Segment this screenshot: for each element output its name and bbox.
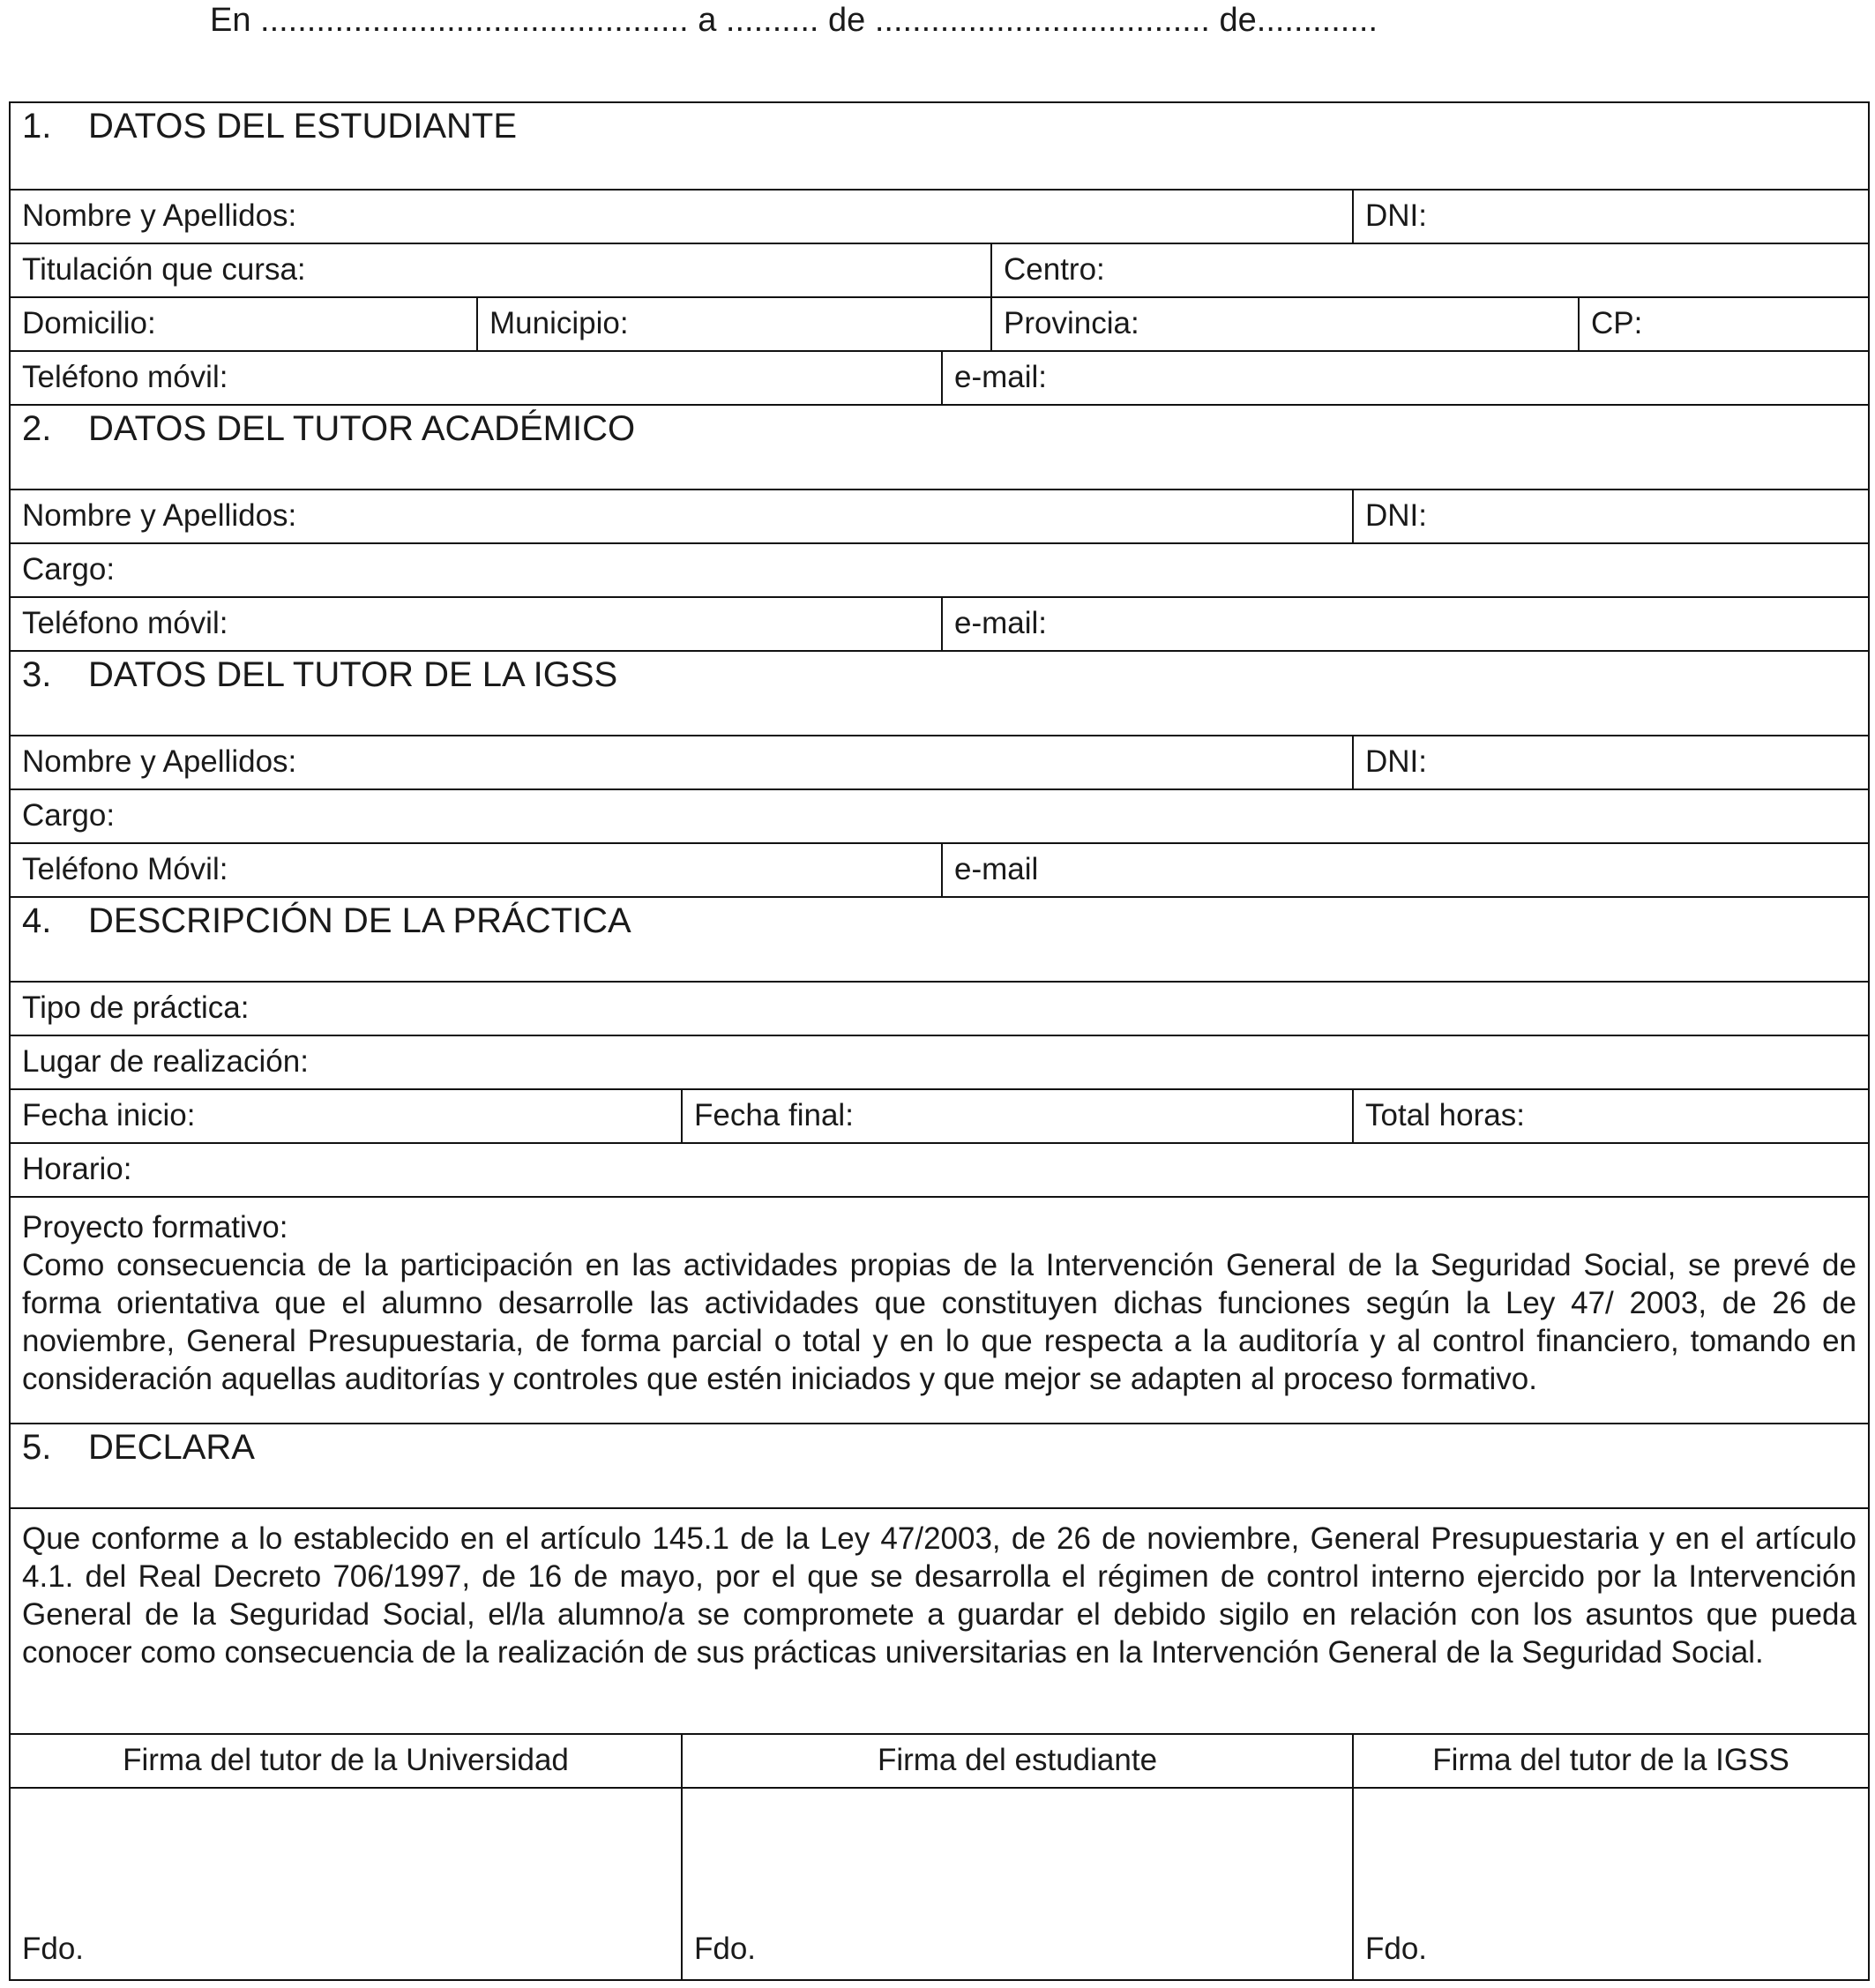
university-tutor-signature-label: Firma del tutor de la Universidad [123, 1743, 569, 1777]
section-title: DECLARA [88, 1428, 255, 1467]
igss-tutor-position-row [11, 788, 1868, 842]
section-5-header [11, 1423, 1868, 1507]
section-4-header [11, 896, 1868, 981]
signature-fdo-label: Fdo. [22, 1932, 85, 1966]
student-degree-field[interactable]: Titulación que cursa: [22, 252, 306, 287]
section-1-header [11, 103, 1868, 189]
practice-type-field[interactable]: Tipo de práctica: [22, 990, 250, 1025]
practice-location-field[interactable]: Lugar de realización: [22, 1044, 309, 1079]
training-project-row [11, 1196, 1868, 1423]
section-number: 1. [22, 107, 52, 146]
academic-tutor-position-field[interactable]: Cargo: [22, 552, 116, 587]
training-project-text: Como consecuencia de la participación en las actividades propias de la Intervención General de la Seguridad Social, se prevé de forma orientativa que el alumno desarrolle las actividades que constituyen dichas funciones según la Ley 47/ 2003, de 26 de noviembre, General Presupuestaria, de forma parcial o total y en lo que respecta a la auditoría y al control financiero, tomando en consideración aquellas auditorías y controles que estén iniciados y que mejor se adapten al proceso formativo. [22, 1248, 1856, 1396]
igss-tutor-position-field[interactable]: Cargo: [22, 798, 116, 833]
end-date-field[interactable]: Fecha final: [681, 1090, 1352, 1142]
igss-tutor-signature-label: Firma del tutor de la IGSS [1352, 1735, 1868, 1787]
academic-tutor-phone-field[interactable]: Teléfono móvil: [22, 606, 228, 640]
student-name-field[interactable]: Nombre y Apellidos: [22, 198, 297, 233]
student-municipality-field[interactable]: Municipio: [476, 298, 990, 350]
schedule-row [11, 1142, 1868, 1196]
section-title: DATOS DEL TUTOR DE LA IGSS [88, 655, 618, 694]
start-date-field[interactable]: Fecha inicio: [22, 1098, 196, 1132]
signature-fdo-label: Fdo. [694, 1932, 757, 1966]
student-name-row [11, 189, 1868, 243]
academic-tutor-contact-row [11, 596, 1868, 650]
signature-box-row [11, 1787, 1868, 1979]
date-line: En .............................................. a .......... de .................................... de............. [209, 2, 1378, 39]
training-project-label: Proyecto formativo: [22, 1210, 288, 1244]
practice-location-row [11, 1035, 1868, 1088]
igss-tutor-name-row [11, 735, 1868, 788]
academic-tutor-position-row [11, 542, 1868, 596]
university-tutor-signature-box[interactable] [11, 1789, 681, 1979]
section-number: 4. [22, 901, 52, 940]
student-province-field[interactable]: Provincia: [990, 298, 1578, 350]
igss-tutor-dni-field[interactable]: DNI: [1352, 736, 1868, 788]
student-contact-row [11, 350, 1868, 404]
student-center-field[interactable]: Centro: [990, 244, 1868, 296]
student-email-field[interactable]: e-mail: [941, 352, 1868, 404]
igss-tutor-email-field[interactable]: e-mail [941, 844, 1868, 896]
schedule-field[interactable]: Horario: [22, 1152, 132, 1186]
section-number: 2. [22, 409, 52, 448]
section-2-header [11, 404, 1868, 489]
section-title: DESCRIPCIÓN DE LA PRÁCTICA [88, 901, 631, 940]
signature-header-row [11, 1733, 1868, 1787]
student-address-field[interactable]: Domicilio: [22, 306, 156, 340]
section-number: 3. [22, 655, 52, 694]
student-degree-row [11, 243, 1868, 296]
practice-type-row [11, 981, 1868, 1035]
student-dni-field[interactable]: DNI: [1352, 191, 1868, 243]
section-title: DATOS DEL ESTUDIANTE [88, 107, 518, 146]
practice-dates-row [11, 1088, 1868, 1142]
section-3-header [11, 650, 1868, 735]
signature-fdo-label: Fdo. [1365, 1932, 1428, 1966]
section-number: 5. [22, 1428, 52, 1467]
student-signature-box[interactable] [681, 1789, 1352, 1979]
igss-tutor-signature-box[interactable] [1352, 1789, 1868, 1979]
student-address-row [11, 296, 1868, 350]
academic-tutor-email-field[interactable]: e-mail: [941, 598, 1868, 650]
academic-tutor-dni-field[interactable]: DNI: [1352, 490, 1868, 542]
igss-tutor-name-field[interactable]: Nombre y Apellidos: [22, 744, 297, 779]
academic-tutor-name-field[interactable]: Nombre y Apellidos: [22, 498, 297, 533]
section-title: DATOS DEL TUTOR ACADÉMICO [88, 409, 636, 448]
declaration-text: Que conforme a lo establecido en el artículo 145.1 de la Ley 47/2003, de 26 de noviembre, General Presupuestaria y en el artículo 4.1. del Real Decreto 706/1997, de 16 de mayo, por el que se desarrolla el régimen de control interno ejercido por la Intervención General de la Seguridad Social, el/la alumno/a se compromete a guardar el debido sigilo en relación con los asuntos que pueda conocer como consecuencia de la realización de sus prácticas universitarias en la Intervención General de la Seguridad Social. [22, 1521, 1856, 1670]
total-hours-field[interactable]: Total horas: [1352, 1090, 1868, 1142]
student-signature-label: Firma del estudiante [681, 1735, 1352, 1787]
academic-tutor-name-row [11, 489, 1868, 542]
practice-form [9, 101, 1870, 1981]
declaration-row [11, 1507, 1868, 1733]
igss-tutor-phone-field[interactable]: Teléfono Móvil: [22, 852, 228, 886]
igss-tutor-contact-row [11, 842, 1868, 896]
student-postcode-field[interactable]: CP: [1578, 298, 1868, 350]
student-phone-field[interactable]: Teléfono móvil: [22, 360, 228, 394]
